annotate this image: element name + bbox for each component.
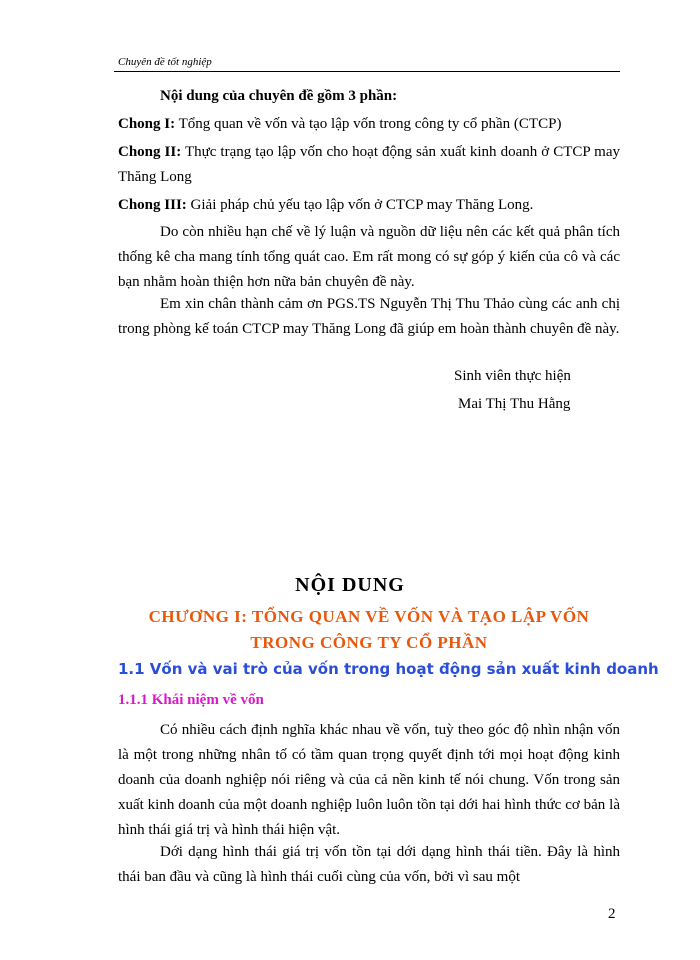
- running-header: Chuyên đề tốt nghiệp: [118, 56, 212, 68]
- chapter-title-line-2: TRONG CÔNG TY CỔ PHẦN: [250, 633, 488, 652]
- chapter-item-2: [118, 140, 620, 190]
- chapter-label: Chong III:: [118, 197, 187, 213]
- intro-heading: Nội dung của chuyên đề gồm 3 phần:: [160, 88, 398, 104]
- content-paragraph-1: Có nhiều cách định nghĩa khác nhau về vốn, tuỳ theo góc độ nhìn nhận vốn là một trong những nhân tố có tầm quan trọng quyết định tới mọi hoạt động kinh doanh của doanh nghiệp nói riêng và của cả nền kinh tế nói chung. Vốn trong sản xuất kinh doanh của một doanh nghiệp luôn luôn tồn tại dới hai hình thức cơ bản là hình thái giá trị và hình thái hiện vật.: [118, 722, 620, 838]
- signature-name: Mai Thị Thu Hằng: [458, 396, 571, 412]
- heading-1-1: 1.1 Vốn và vai trò của vốn trong hoạt động sản xuất kinh doanh: [118, 660, 659, 678]
- chapter-label: Chong I:: [118, 116, 176, 132]
- content-paragraph-2: Dới dạng hình thái giá trị vốn tồn tại dới dạng hình thái tiền. Đây là hình thái ban đầu và cũng là hình thái cuối cùng của vốn, bởi vì sau một: [118, 844, 620, 885]
- chapter-text: Thực trạng tạo lập vốn cho hoạt động sản xuất kinh doanh ở CTCP may Thăng Long: [118, 144, 621, 185]
- chapter-label: Chong II:: [118, 144, 182, 160]
- intro-paragraph-2: Em xin chân thành cảm ơn PGS.TS Nguyễn Thị Thu Thảo cùng các anh chị trong phòng kế toán CTCP may Thăng Long đã giúp em hoàn thành chuyên đề này.: [118, 296, 620, 337]
- header-rule: [114, 71, 620, 72]
- section-title: NỘI DUNG: [295, 574, 405, 596]
- chapter-text: Giải pháp chủ yếu tạo lập vốn ở CTCP may Thăng Long.: [186, 197, 534, 213]
- chapter-text: Tổng quan về vốn và tạo lập vốn trong công ty cổ phần (CTCP): [175, 116, 562, 132]
- intro-paragraph-1: Do còn nhiều hạn chế về lý luận và nguồn dữ liệu nên các kết quả phân tích thống kê cha mang tính tổng quát cao. Em rất mong có sự góp ý kiến của cô và các bạn nhằm hoàn thiện hơn nữa bản chuyên đề này.: [118, 224, 620, 290]
- chapter-title-line-1: CHƯƠNG I: TỔNG QUAN VỀ VỐN VÀ TẠO LẬP VỐN: [148, 607, 590, 626]
- chapter-item-1: [118, 112, 620, 137]
- heading-1-1-1: 1.1.1 Khái niệm về vốn: [118, 692, 264, 708]
- page-number: 2: [608, 906, 616, 922]
- signature-role: Sinh viên thực hiện: [454, 368, 571, 384]
- chapter-item-3: [118, 193, 620, 218]
